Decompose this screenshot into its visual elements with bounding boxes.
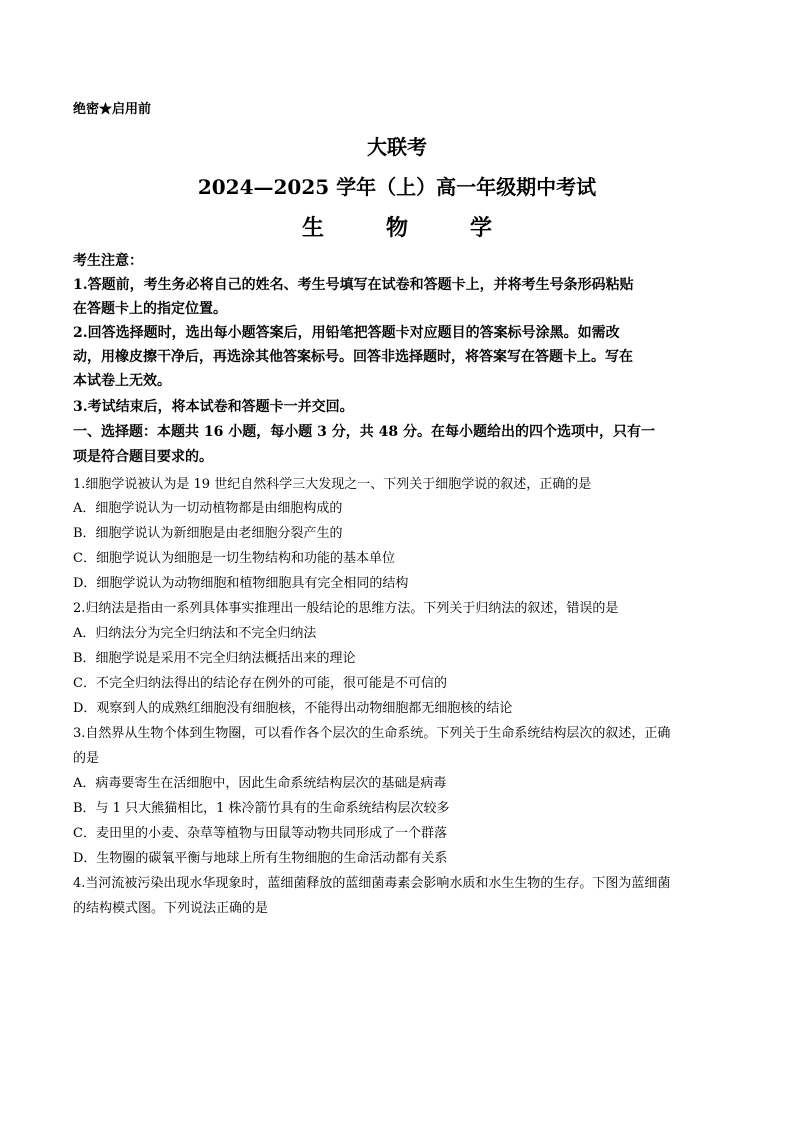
option-c: C．麦田里的小麦、杂草等植物与田鼠等动物共同形成了一个群落 <box>73 826 447 841</box>
question-stem: 的结构模式图。下列说法正确的是 <box>73 901 269 916</box>
option-c: C．细胞学说认为细胞是一切生物结构和功能的基本单位 <box>73 551 395 566</box>
notice-line: 1.答题前，考生务必将自己的姓名、考生号填写在试卷和答题卡上，并将考生号条形码粘贴 <box>73 277 634 293</box>
question-stem: 4.当河流被污染出现水华现象时，蓝细菌释放的蓝细菌毒素会影响水质和水生生物的生存。下图为蓝细菌 <box>73 876 671 891</box>
notice-line: 2.回答选择题时，选出每小题答案后，用铅笔把答题卡对应题目的答案标号涂黑。如需改 <box>73 325 620 341</box>
question-stem: 2.归纳法是指由一系列具体事实推理出一般结论的思维方法。下列关于归纳法的叙述，错误的是 <box>73 601 619 616</box>
notice-line: 在答题卡上的指定位置。 <box>73 301 227 317</box>
confidential-mark: 绝密★启用前 <box>73 102 152 117</box>
exam-organizer: 大联考 <box>367 135 427 159</box>
option-b: B．细胞学说认为新细胞是由老细胞分裂产生的 <box>73 526 343 541</box>
subject-title: 生 物 学 <box>301 215 512 241</box>
section-heading: 一、选择题：本题共 16 小题，每小题 3 分，共 48 分。在每小题给出的四个选项中，只有一 <box>73 424 655 440</box>
option-a: A．细胞学说认为一切动植物都是由细胞构成的 <box>73 501 343 516</box>
notice-line: 动，用橡皮擦干净后，再选涂其他答案标号。回答非选择题时，将答案写在答题卡上。写在 <box>73 349 633 365</box>
question-stem: 1.细胞学说被认为是 19 世纪自然科学三大发现之一、下列关于细胞学说的叙述，正确的是 <box>73 477 592 492</box>
section-heading: 项是符合题目要求的。 <box>73 449 213 465</box>
option-d: D．生物圈的碳氧平衡与地球上所有生物细胞的生命活动都有关系 <box>73 851 448 866</box>
notice-line: 3.考试结束后，将本试卷和答题卡一并交回。 <box>73 399 354 415</box>
option-d: D．细胞学说认为动物细胞和植物细胞具有完全相同的结构 <box>73 576 409 591</box>
option-a: A．病毒要寄生在活细胞中，因此生命系统结构层次的基础是病毒 <box>73 776 447 791</box>
option-c: C．不完全归纳法得出的结论存在例外的可能，很可能是不可信的 <box>73 676 447 691</box>
question-stem: 的是 <box>73 751 100 766</box>
option-d: D．观察到人的成熟红细胞没有细胞核，不能得出动物细胞都无细胞核的结论 <box>73 701 513 716</box>
exam-title: 2024—2025 学年（上）高一年级期中考试 <box>197 175 597 199</box>
notice-title: 考生注意： <box>73 253 143 269</box>
option-a: A．归纳法分为完全归纳法和不完全归纳法 <box>73 626 317 641</box>
notice-line: 本试卷上无效。 <box>73 373 171 389</box>
option-b: B．与 1 只大熊猫相比，1 株冷箭竹具有的生命系统结构层次较多 <box>73 801 450 816</box>
option-b: B．细胞学说是采用不完全归纳法概括出来的理论 <box>73 651 356 666</box>
question-stem: 3.自然界从生物个体到生物圈，可以看作各个层次的生命系统。下列关于生命系统结构层次的叙述，正确 <box>73 726 671 741</box>
